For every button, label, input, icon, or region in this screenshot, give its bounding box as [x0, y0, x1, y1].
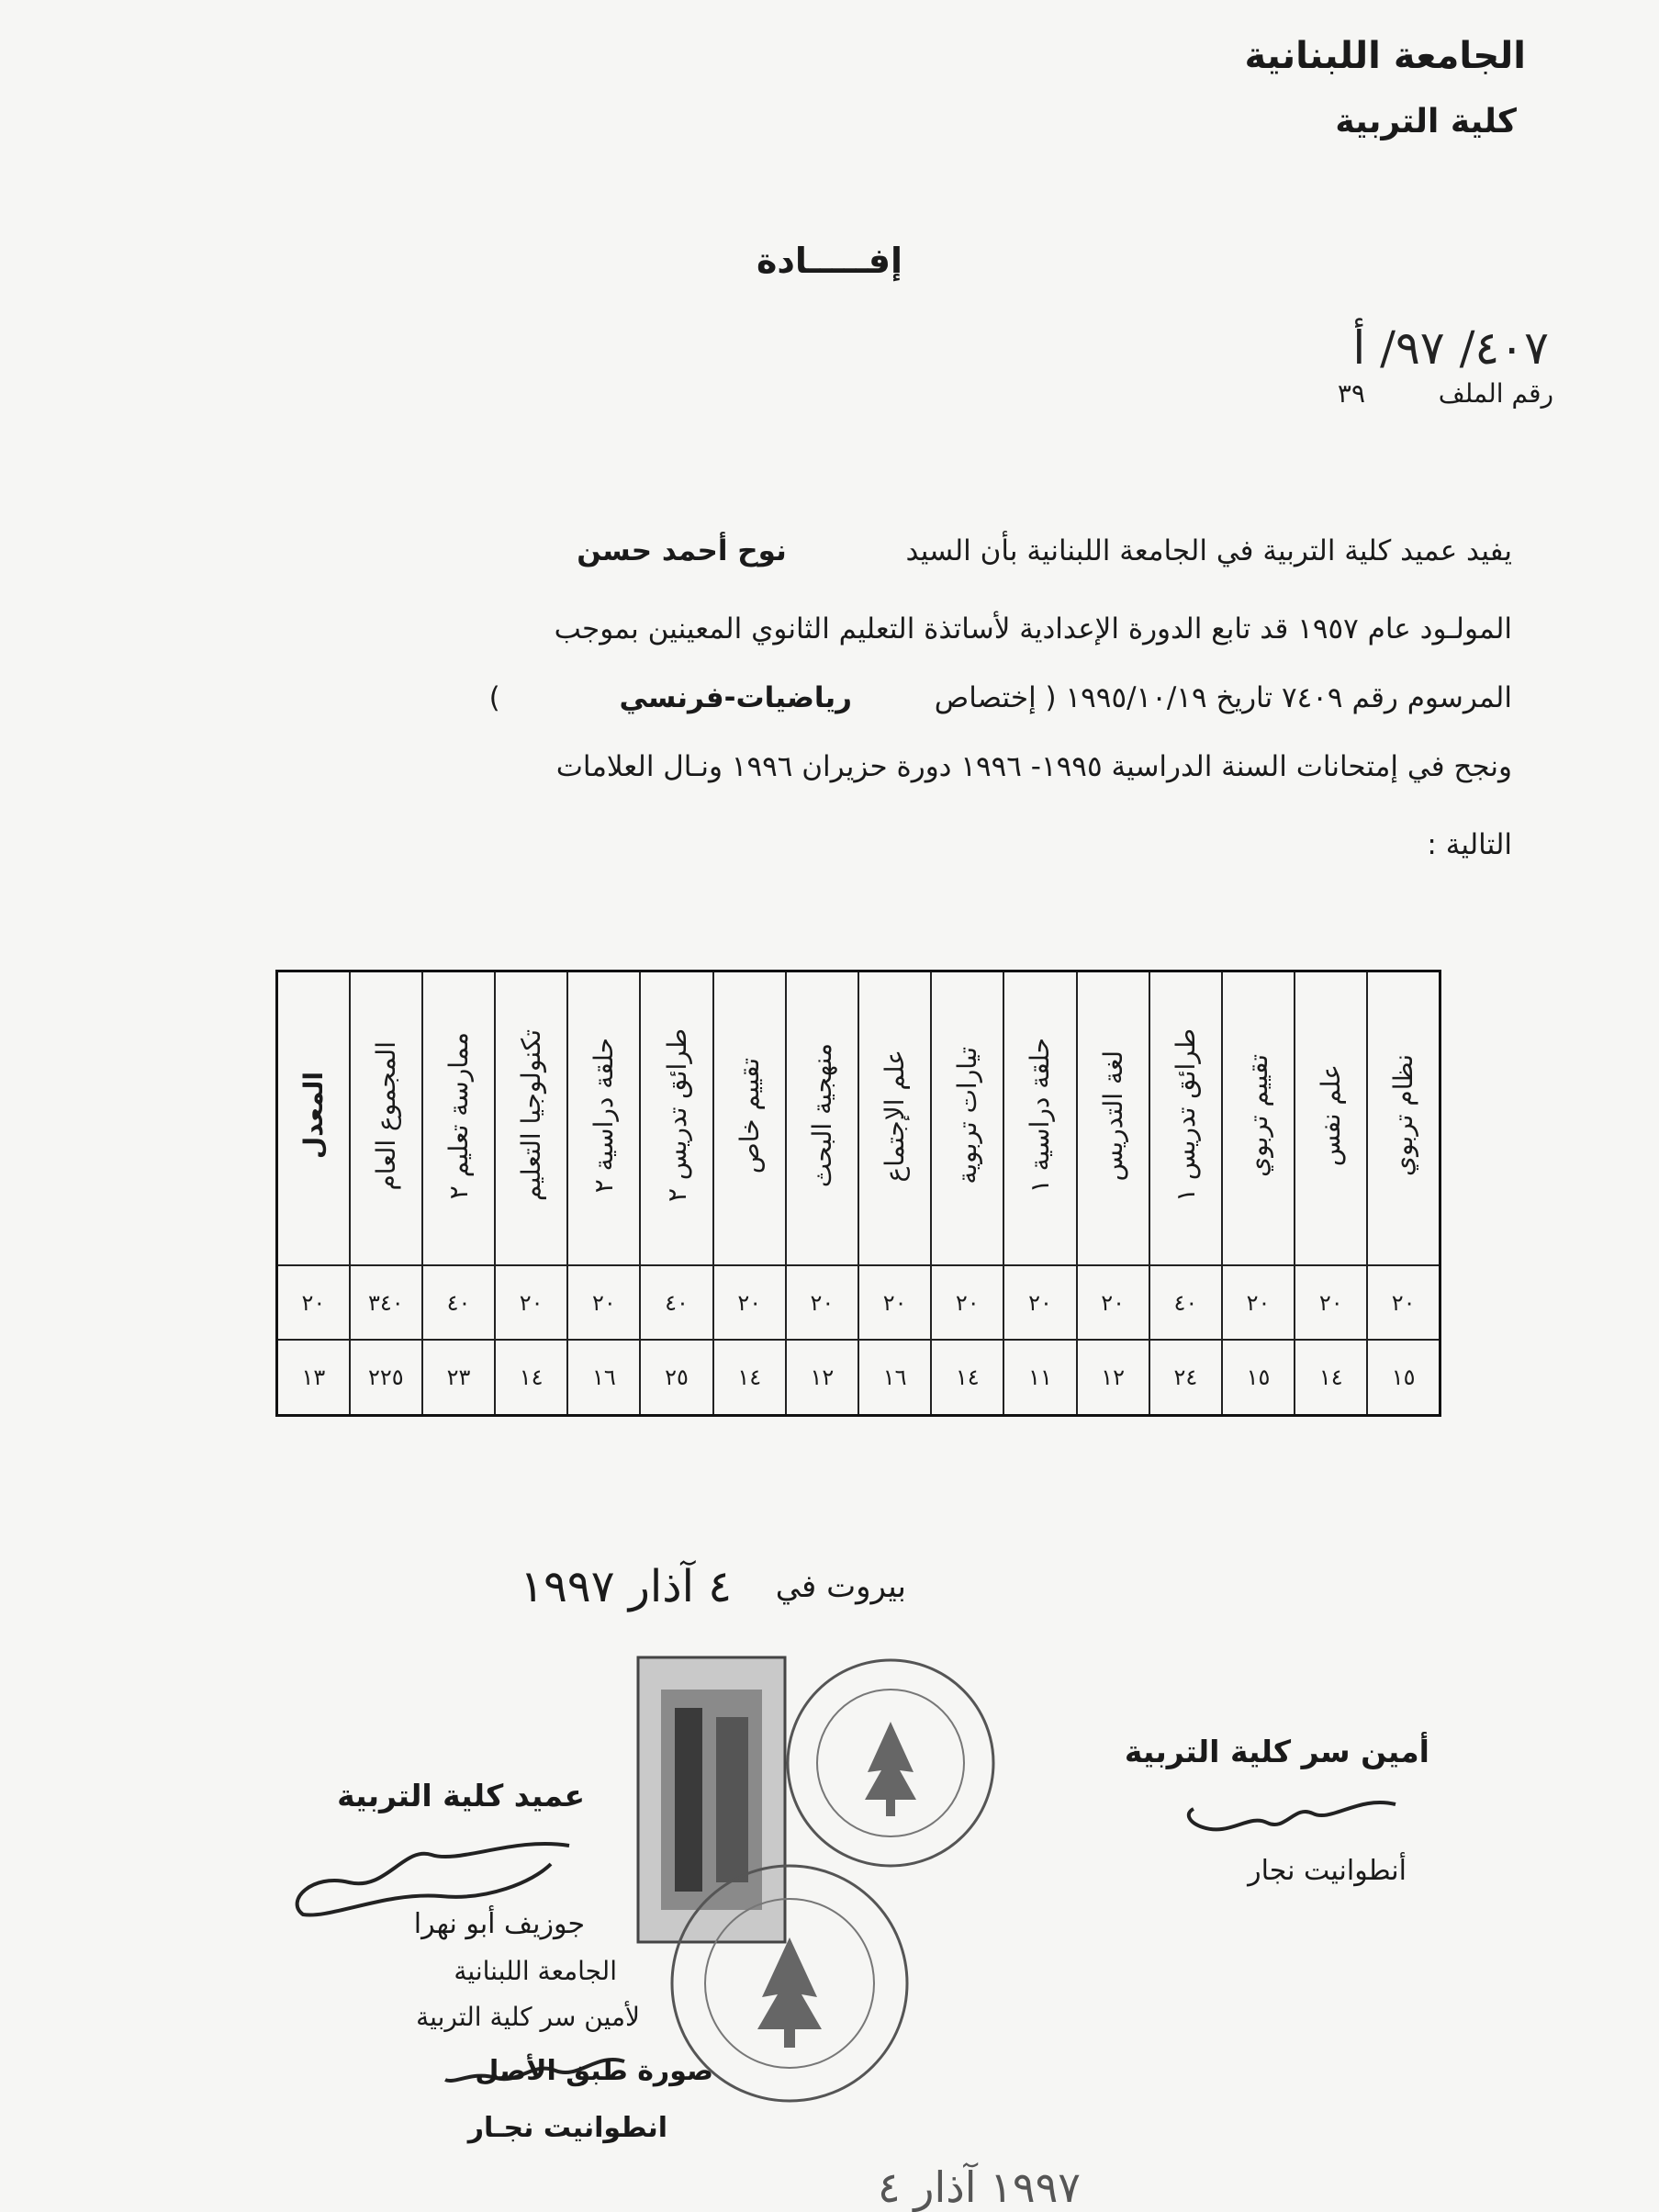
subject-name: طرائق تدريس ١ — [1170, 1028, 1201, 1203]
subject-header-cell — [713, 971, 786, 1265]
marks-table — [275, 970, 1441, 1417]
max-mark-cell: ٤٠ — [640, 1265, 712, 1341]
max-mark-cell: ٢٠ — [713, 1265, 786, 1341]
closing-paren: ) — [488, 681, 500, 714]
reference-number: ٤٠٧/ ٩٧/ أ — [1352, 321, 1549, 375]
obtained-mark-cell: ٢٣ — [422, 1340, 495, 1415]
max-mark-cell: ٢٠ — [1003, 1265, 1076, 1341]
subject-header-cell — [495, 971, 567, 1265]
obtained-mark-cell: ٢٢٥ — [350, 1340, 422, 1415]
faculty-seal-upper — [780, 1653, 1001, 1873]
max-marks-row — [277, 1265, 1440, 1341]
subject-header-cell — [422, 971, 495, 1265]
obtained-mark-cell: ١٥ — [1222, 1340, 1295, 1415]
subject-name: تقييم تربوي — [1243, 1054, 1274, 1177]
subject-header-cell — [1295, 971, 1367, 1265]
subject-header-cell — [567, 971, 640, 1265]
person-name: نوح أحمد حسن — [577, 534, 787, 567]
place-label: بيروت في — [775, 1568, 906, 1605]
max-mark-cell: ٢٠ — [858, 1265, 931, 1341]
subject-name: حلقة دراسية ١ — [1025, 1038, 1056, 1194]
obtained-mark-cell: ٢٤ — [1149, 1340, 1222, 1415]
max-mark-cell: ٢٠ — [495, 1265, 567, 1341]
max-mark-cell: ٢٠ — [786, 1265, 858, 1341]
max-mark-cell: ٢٠ — [1077, 1265, 1149, 1341]
max-mark-cell: ٢٠ — [1222, 1265, 1295, 1341]
paragraph-line-4: ونجح في إمتحانات السنة الدراسية ١٩٩٥- ١٩٩٦ دورة حزيران ١٩٩٦ ونـال العلامات — [555, 750, 1512, 783]
paragraph-line-2: المولـود عام ١٩٥٧ قد تابع الدورة الإعدادية لأساتذة التعليم الثانوي المعينين بموجب — [554, 612, 1512, 646]
subject-header-cell — [1149, 971, 1222, 1265]
copy-for-secretary: لأمين سر كلية التربية — [416, 2002, 640, 2032]
obtained-mark-cell: ١٥ — [1367, 1340, 1440, 1415]
subject-header-cell — [277, 971, 350, 1265]
subject-header-cell — [1367, 971, 1440, 1265]
dean-title: عميد كلية التربية — [337, 1778, 585, 1813]
specialty: رياضيات-فرنسي — [619, 681, 853, 714]
obtained-mark-cell: ١٤ — [1295, 1340, 1367, 1415]
subject-header-cell — [786, 971, 858, 1265]
obtained-mark-cell: ١٢ — [1077, 1340, 1149, 1415]
faculty-name: كلية التربية — [1335, 103, 1517, 140]
obtained-mark-cell: ١٦ — [858, 1340, 931, 1415]
max-mark-cell: ٣٤٠ — [350, 1265, 422, 1341]
true-copy-label: صورة طبق الأصل — [475, 2055, 713, 2087]
obtained-mark-cell: ١٢ — [786, 1340, 858, 1415]
subject-name: لغة التدريس — [1097, 1050, 1128, 1182]
subject-name: علم الإجتماع — [880, 1049, 911, 1183]
obtained-mark-cell: ١٤ — [931, 1340, 1003, 1415]
max-mark-cell: ٢٠ — [931, 1265, 1003, 1341]
file-number-value: ٣٩ — [1337, 378, 1365, 409]
subject-name: حلقة دراسية ٢ — [588, 1038, 620, 1194]
intro-text: يفيد عميد كلية التربية في الجامعة اللبنانية بأن السيد — [905, 534, 1512, 567]
document-title: إفـــــادة — [756, 241, 903, 281]
max-mark-cell: ٢٠ — [277, 1265, 350, 1341]
university-name: الجامعة اللبنانية — [1244, 35, 1526, 77]
max-mark-cell: ٤٠ — [422, 1265, 495, 1341]
subject-header-cell — [640, 971, 712, 1265]
max-mark-cell: ٢٠ — [1367, 1265, 1440, 1341]
subject-header-cell — [1077, 971, 1149, 1265]
subject-header-cell — [931, 971, 1003, 1265]
bottom-stamp-date: ١٩٩٧ آذار ٤ — [877, 2162, 1081, 2212]
obtained-mark-cell: ٢٥ — [640, 1340, 712, 1415]
obtained-marks-row — [277, 1340, 1440, 1415]
max-mark-cell: ٤٠ — [1149, 1265, 1222, 1341]
obtained-mark-cell: ١٦ — [567, 1340, 640, 1415]
obtained-mark-cell: ١٤ — [713, 1340, 786, 1415]
subject-header-cell — [1003, 971, 1076, 1265]
max-mark-cell: ٢٠ — [567, 1265, 640, 1341]
subject-name: تكنولوجيا التعليم — [516, 1029, 547, 1202]
secretary-signature — [1175, 1786, 1414, 1850]
obtained-mark-cell: ١١ — [1003, 1340, 1076, 1415]
decree-text: المرسوم رقم ٧٤٠٩ تاريخ ١٩٩٥/١٠/١٩ ( إختصاص — [934, 681, 1512, 714]
subject-header-cell — [350, 971, 422, 1265]
subject-header-cell — [1222, 971, 1295, 1265]
dean-name: جوزيف أبو نهرا — [413, 1908, 585, 1940]
paragraph-line-3 — [117, 679, 1512, 716]
handwritten-date: ٤ آذار ١٩٩٧ — [520, 1561, 732, 1612]
subject-name: ممارسة تعليم ٢ — [443, 1031, 474, 1200]
max-mark-cell: ٢٠ — [1295, 1265, 1367, 1341]
subject-name: منهجية البحث — [806, 1043, 837, 1188]
subject-name: طرائق تدريس ٢ — [661, 1028, 692, 1203]
obtained-mark-cell: ١٣ — [277, 1340, 350, 1415]
subject-header-cell — [858, 971, 931, 1265]
obtained-mark-cell: ١٤ — [495, 1340, 567, 1415]
paragraph-line-1 — [117, 533, 1512, 569]
file-number-label: رقم الملف — [1438, 378, 1553, 409]
copy-signer-name: انطوانيت نجـار — [467, 2112, 667, 2144]
copy-university: الجامعة اللبنانية — [454, 1956, 617, 1986]
secretary-title: أمين سر كلية التربية — [1124, 1734, 1429, 1769]
subject-name: المجموع العام — [370, 1040, 401, 1191]
paragraph-line-5: التالية : — [1427, 828, 1512, 861]
secretary-name: أنطوانيت نجار — [1248, 1855, 1407, 1887]
subject-header-row — [277, 971, 1440, 1265]
subject-name: نظام تربوي — [1388, 1054, 1419, 1177]
subject-name: تقييم خاص — [734, 1057, 765, 1173]
subject-name: تيارات تربوية — [952, 1047, 983, 1185]
subject-name: علم نفس — [1316, 1064, 1347, 1167]
subject-name: المعدل — [297, 1072, 329, 1160]
